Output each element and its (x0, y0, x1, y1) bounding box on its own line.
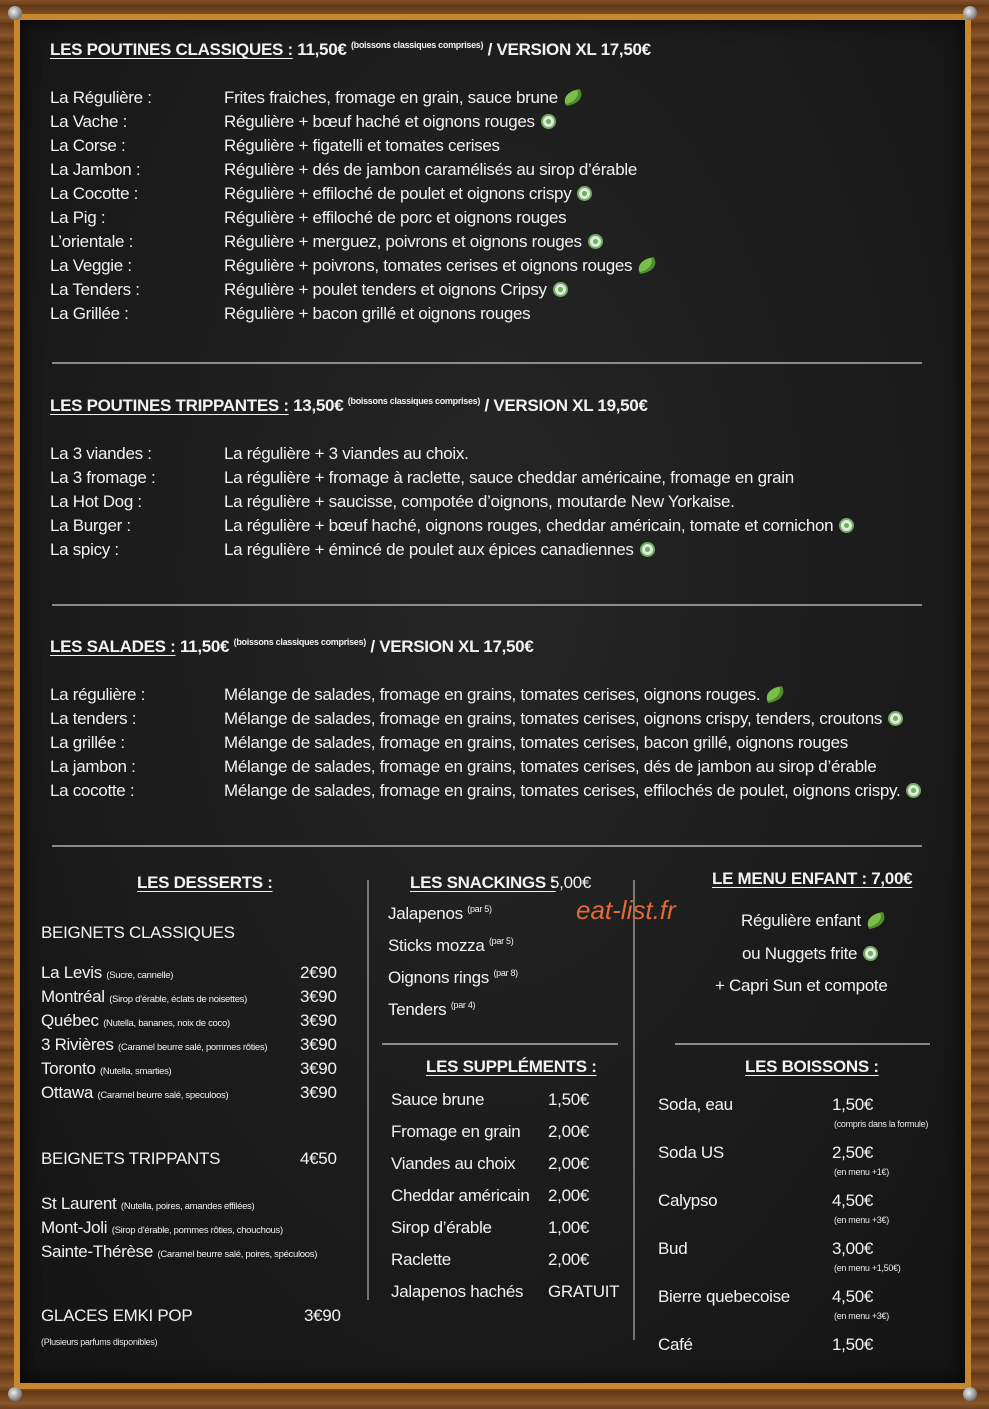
item-name: L’orientale : (50, 232, 134, 251)
section-note: (boissons classiques comprises) (350, 40, 484, 50)
item-description (224, 304, 530, 324)
boisson-name: Bierre quebecoise (658, 1287, 790, 1306)
nail-icon (8, 6, 22, 20)
trippantes-header (50, 396, 648, 416)
item-description (224, 685, 784, 705)
section-title: LES POUTINES TRIPPANTES : (50, 396, 289, 415)
boisson-price: 1,50€ (832, 1095, 874, 1114)
section-xl-price: / VERSION XL 17,50€ (487, 40, 651, 59)
leaf-icon (637, 257, 658, 274)
item-description-text: Régulière + poivrons, tomates cerises et oignons rouges (224, 256, 633, 275)
dessert-name: Québec (41, 1011, 99, 1030)
salades-header (50, 637, 533, 657)
boisson-name: Soda, eau (658, 1095, 733, 1114)
supplement-name: Jalapenos hachés (391, 1282, 524, 1301)
dessert-name: Mont-Joli (41, 1218, 108, 1237)
item-description-text: Mélange de salades, fromage en grains, tomates cerises, effilochés de poulet, oignons crispy. (224, 781, 901, 800)
item-name: La Pig : (50, 208, 106, 227)
dessert-detail: (Sirop d’érable, pommes rôties, chouchous) (111, 1225, 283, 1236)
snacking-name: Jalapenos (388, 904, 463, 923)
supplement-name: Cheddar américain (391, 1186, 530, 1205)
menu-enfant-line2 (742, 944, 878, 964)
item-description (224, 160, 637, 180)
section-xl-price: / VERSION XL 19,50€ (484, 396, 648, 415)
boisson-price: 4,50€ (832, 1287, 874, 1306)
dessert-price: 3€90 (300, 1083, 337, 1102)
item-description-text: La régulière + fromage à raclette, sauce cheddar américaine, fromage en grain (224, 468, 794, 487)
supplement-name: Sauce brune (391, 1090, 485, 1109)
snacking-name: Oignons rings (388, 968, 489, 987)
divider (52, 604, 922, 606)
item-description-text: La régulière + 3 viandes au choix. (224, 444, 469, 463)
section-price: 13,50€ (293, 396, 344, 415)
nail-icon (963, 1387, 977, 1401)
item-description-text: Régulière + bacon grillé et oignons rouges (224, 304, 531, 323)
supplement-price: 2,00€ (548, 1122, 590, 1141)
menu-enfant-line1 (741, 911, 885, 931)
divider (382, 1043, 618, 1045)
item-description-text: Frites fraiches, fromage en grain, sauce brune (224, 88, 558, 107)
dessert-name: St Laurent (41, 1194, 117, 1213)
item-name: La 3 viandes : (50, 444, 152, 463)
dessert-name: 3 Rivières (41, 1035, 114, 1054)
dessert-name: Ottawa (41, 1083, 94, 1102)
section-price: 11,50€ (297, 40, 347, 59)
badge-icon (577, 186, 592, 201)
dessert-detail: (Caramel beurre salé, pommes rôties) (118, 1042, 268, 1053)
item-description-text: Régulière + dés de jambon caramélisés au sirop d’érable (224, 160, 637, 179)
item-description-text: Mélange de salades, fromage en grains, tomates cerises, dés de jambon au sirop d’érable (224, 757, 877, 776)
section-xl-price: / VERSION XL 17,50€ (370, 637, 534, 656)
item-name: La Hot Dog : (50, 492, 142, 511)
dessert-item (41, 1242, 317, 1262)
item-name: La grillée : (50, 733, 125, 752)
leaf-icon (866, 912, 887, 929)
leaf-icon (563, 89, 584, 106)
item-name: La Vache : (50, 112, 128, 131)
boisson-name: Café (658, 1335, 693, 1354)
divider (52, 362, 922, 364)
dessert-detail: (Nutella, smarties) (100, 1066, 172, 1077)
snacking-item (388, 904, 492, 924)
item-name: La spicy : (50, 540, 119, 559)
item-name: La Tenders : (50, 280, 140, 299)
supplement-name: Sirop d’érable (391, 1218, 492, 1237)
item-name: La Burger : (50, 516, 131, 535)
supplement-price: 1,50€ (548, 1090, 590, 1109)
dessert-name: Montréal (41, 987, 105, 1006)
classiques-header (50, 40, 651, 60)
menu-enfant-line1-text: Régulière enfant (741, 911, 861, 930)
item-description-text: La régulière + bœuf haché, oignons rouges, cheddar américain, tomate et cornichon (224, 516, 834, 535)
item-description (224, 757, 876, 777)
menu-enfant-line3: + Capri Sun et compote (715, 976, 888, 995)
badge-icon (541, 114, 556, 129)
item-description (224, 516, 854, 536)
dessert-price: 2€90 (300, 963, 337, 982)
item-description (224, 540, 655, 560)
section-title: LES POUTINES CLASSIQUES : (50, 40, 293, 59)
supplement-name: Fromage en grain (391, 1122, 521, 1141)
item-description (224, 136, 500, 156)
column-divider (367, 880, 369, 1300)
dessert-item (41, 963, 173, 983)
dessert-detail: (Sirop d’érable, éclats de noisettes) (109, 994, 247, 1005)
supplements-title: LES SUPPLÉMENTS : (426, 1057, 597, 1076)
boisson-name: Soda US (658, 1143, 724, 1162)
item-name: La Régulière : (50, 88, 152, 107)
item-name: La Corse : (50, 136, 126, 155)
snackings-price: 5,00€ (550, 873, 592, 892)
dessert-item (41, 1083, 228, 1103)
snacking-item (388, 936, 513, 956)
item-description (224, 468, 794, 488)
glaces-title: GLACES EMKI POP (41, 1306, 193, 1325)
badge-icon (839, 518, 854, 533)
supplement-price: 2,00€ (548, 1186, 590, 1205)
item-description-text: Régulière + effiloché de poulet et oignons crispy (224, 184, 572, 203)
leaf-icon (765, 686, 786, 703)
dessert-detail: (Caramel beurre salé, speculoos) (97, 1090, 229, 1101)
menu-enfant-title: LE MENU ENFANT : 7,00€ (712, 869, 913, 888)
item-description (224, 280, 568, 300)
dessert-item (41, 1218, 283, 1238)
snacking-name: Tenders (388, 1000, 447, 1019)
boisson-note: (en menu +1,50€) (834, 1263, 901, 1273)
supplement-name: Viandes au choix (391, 1154, 516, 1173)
dessert-detail: (Nutella, poires, amandes effilées) (120, 1201, 255, 1212)
snacking-item (388, 968, 518, 988)
supplement-price: 2,00€ (548, 1250, 590, 1269)
beignets-trippants-title: BEIGNETS TRIPPANTS (41, 1149, 221, 1168)
snacking-detail: (par 8) (493, 968, 518, 978)
item-name: La 3 fromage : (50, 468, 156, 487)
boisson-price: 2,50€ (832, 1143, 874, 1162)
desserts-title: LES DESSERTS : (137, 873, 273, 892)
section-note: (boissons classiques comprises) (347, 396, 481, 406)
badge-icon (640, 542, 655, 557)
supplement-name: Raclette (391, 1250, 451, 1269)
badge-icon (906, 783, 921, 798)
item-name: La régulière : (50, 685, 146, 704)
boisson-note: (en menu +3€) (834, 1311, 889, 1321)
boisson-price: 1,50€ (832, 1335, 874, 1354)
item-description-text: Régulière + merguez, poivrons et oignons rouges (224, 232, 582, 251)
boisson-price: 4,50€ (832, 1191, 874, 1210)
nail-icon (963, 6, 977, 20)
supplement-price: 1,00€ (548, 1218, 590, 1237)
boissons-title: LES BOISSONS : (745, 1057, 879, 1076)
dessert-item (41, 1035, 267, 1055)
snacking-detail: (par 5) (488, 936, 514, 946)
dessert-name: Toronto (41, 1059, 96, 1078)
snacking-detail: (par 5) (467, 904, 492, 914)
section-note: (boissons classiques comprises) (233, 637, 366, 647)
boisson-note: (en menu +1€) (834, 1167, 889, 1177)
item-description (224, 709, 903, 729)
dessert-price: 3€90 (300, 1011, 337, 1030)
item-name: La Veggie : (50, 256, 132, 275)
boisson-note: (en menu +3€) (834, 1215, 889, 1225)
snacking-name: Sticks mozza (388, 936, 485, 955)
dessert-price: 3€90 (300, 1059, 337, 1078)
glaces-price: 3€90 (304, 1306, 341, 1325)
snackings-title: LES SNACKINGS : (410, 873, 556, 892)
item-description-text: Régulière + effiloché de porc et oignons rouges (224, 208, 567, 227)
boisson-price: 3,00€ (832, 1239, 874, 1258)
section-price: 11,50€ (179, 637, 230, 656)
item-description-text: Régulière + bœuf haché et oignons rouges (224, 112, 535, 131)
item-description-text: Mélange de salades, fromage en grains, tomates cerises, oignons crispy, tenders, croutons (224, 709, 883, 728)
badge-icon (888, 711, 903, 726)
beignets-classiques-title: BEIGNETS CLASSIQUES (41, 923, 235, 942)
item-description-text: Mélange de salades, fromage en grains, tomates cerises, oignons rouges. (224, 685, 761, 704)
supplement-price: 2,00€ (548, 1154, 590, 1173)
boisson-note: (compris dans la formule) (834, 1119, 929, 1129)
item-name: La Cocotte : (50, 184, 139, 203)
dessert-item (41, 1194, 254, 1214)
item-description (224, 112, 556, 132)
dessert-detail: (Sucre, cannelle) (106, 970, 174, 981)
item-name: La tenders : (50, 709, 137, 728)
nail-icon (8, 1387, 22, 1401)
divider (52, 845, 922, 847)
item-description (224, 256, 656, 276)
glaces-note: (Plusieurs parfums disponibles) (41, 1337, 158, 1347)
column-divider (633, 880, 635, 1340)
divider (675, 1043, 930, 1045)
item-name: La Grillée : (50, 304, 129, 323)
item-description-text: La régulière + saucisse, compotée d’oignons, moutarde New Yorkaise. (224, 492, 735, 511)
dessert-name: La Levis (41, 963, 102, 982)
dessert-detail: (Nutella, bananes, noix de coco) (103, 1018, 230, 1029)
badge-icon (588, 234, 603, 249)
item-description-text: La régulière + émincé de poulet aux épices canadiennes (224, 540, 634, 559)
dessert-item (41, 987, 247, 1007)
item-description (224, 733, 848, 753)
item-description (224, 232, 603, 252)
menu-enfant-line2-text: ou Nuggets frite (742, 944, 858, 963)
boisson-name: Bud (658, 1239, 688, 1258)
item-name: La jambon : (50, 757, 136, 776)
dessert-detail: (Caramel beurre salé, poires, spéculoos) (157, 1249, 318, 1260)
item-description (224, 492, 735, 512)
badge-icon (553, 282, 568, 297)
supplement-price: GRATUIT (548, 1282, 620, 1301)
item-description-text: Régulière + poulet tenders et oignons Cripsy (224, 280, 547, 299)
item-description (224, 208, 566, 228)
snacking-item (388, 1000, 475, 1020)
boisson-name: Calypso (658, 1191, 718, 1210)
item-name: La Jambon : (50, 160, 141, 179)
item-description (224, 444, 469, 464)
item-description (224, 88, 582, 108)
item-description (224, 781, 921, 801)
beignets-trippants-price: 4€50 (300, 1149, 337, 1168)
section-title: LES SALADES : (50, 637, 176, 656)
item-description-text: Mélange de salades, fromage en grains, tomates cerises, bacon grillé, oignons rouges (224, 733, 849, 752)
item-description-text: Régulière + figatelli et tomates cerises (224, 136, 500, 155)
snacking-detail: (par 4) (450, 1000, 476, 1010)
dessert-price: 3€90 (300, 1035, 337, 1054)
dessert-name: Sainte-Thérèse (41, 1242, 154, 1261)
watermark: eat-list.fr (576, 895, 676, 925)
dessert-price: 3€90 (300, 987, 337, 1006)
item-name: La cocotte : (50, 781, 135, 800)
badge-icon (863, 946, 878, 961)
item-description (224, 184, 592, 204)
dessert-item (41, 1011, 230, 1031)
dessert-item (41, 1059, 171, 1079)
